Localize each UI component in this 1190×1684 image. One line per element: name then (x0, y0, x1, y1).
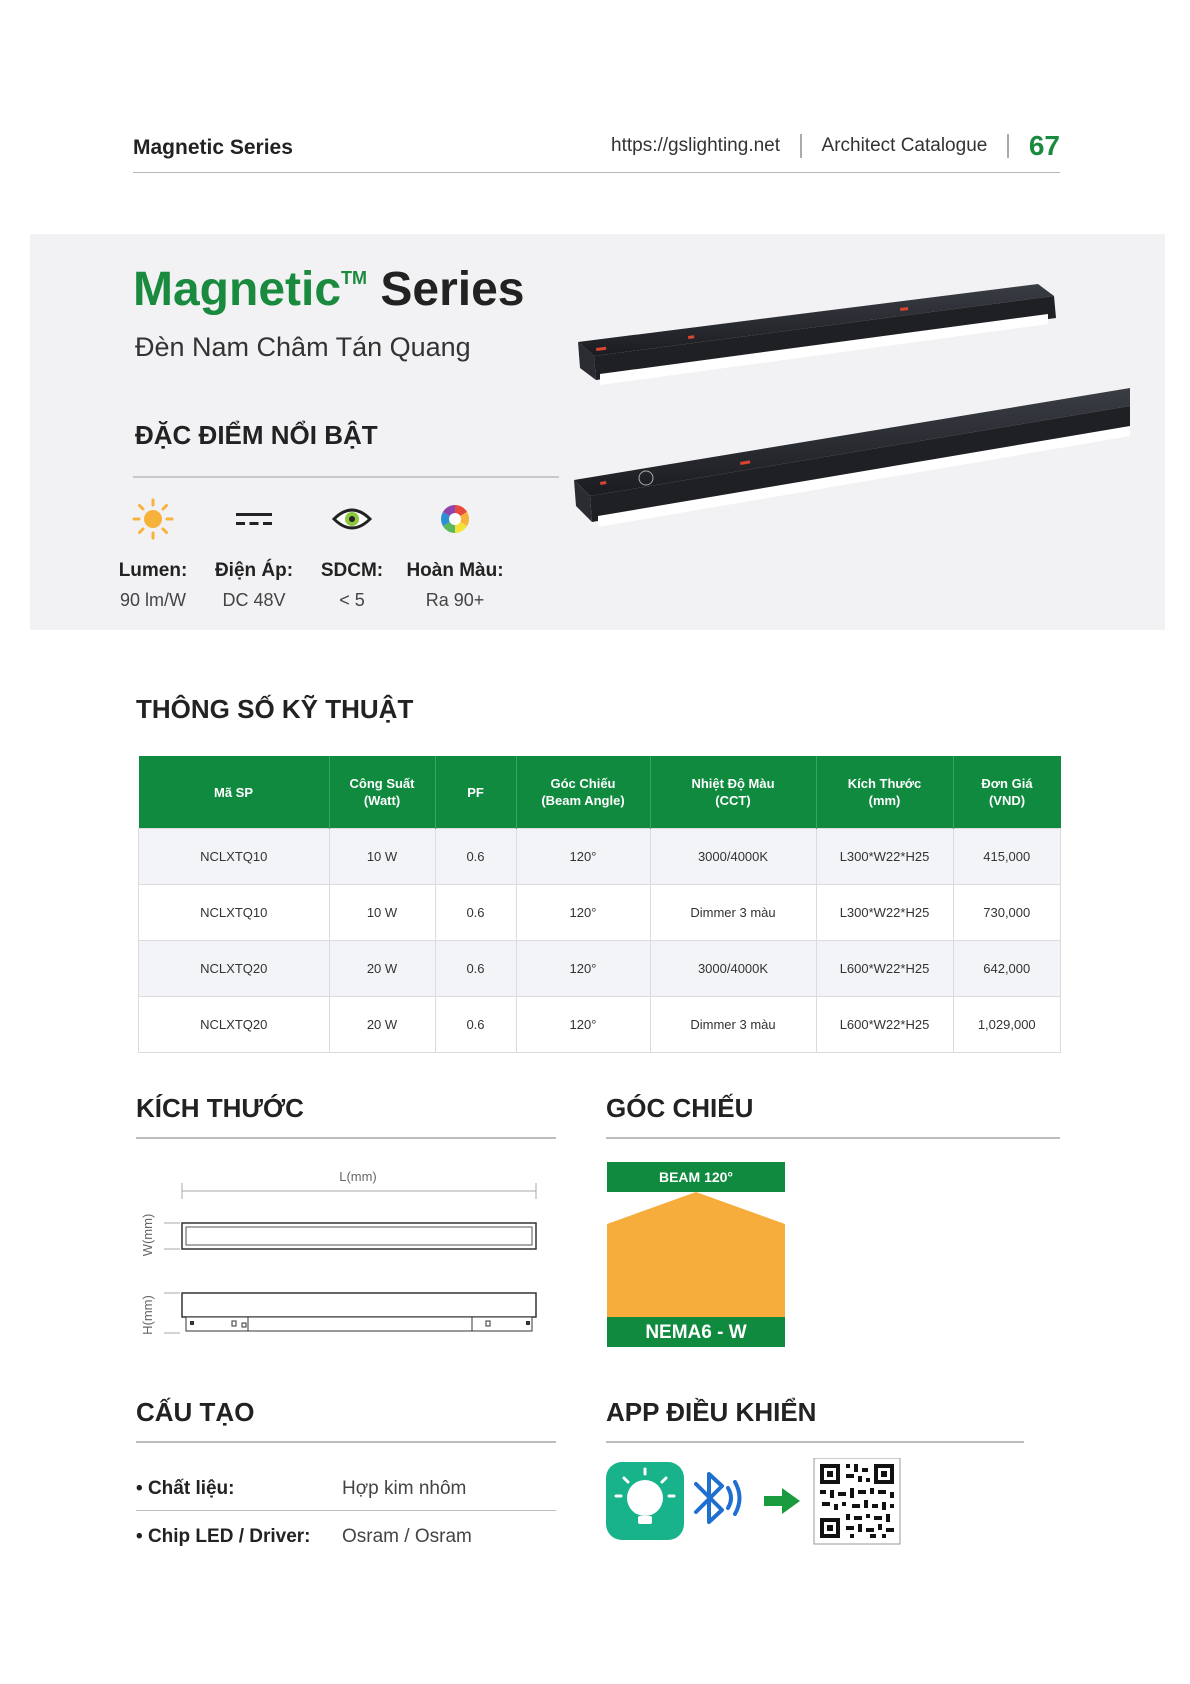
header-catalogue: Architect Catalogue (821, 135, 988, 156)
sun-icon (98, 496, 208, 542)
col-header: Công Suất (Watt) (329, 756, 435, 829)
construction-divider (136, 1441, 556, 1443)
app-bulb-icon[interactable] (606, 1462, 684, 1540)
table-row (139, 997, 1061, 1053)
app-divider (606, 1441, 1024, 1443)
page-header (133, 130, 1060, 173)
table-cell: 0.6 (435, 997, 516, 1053)
table-cell: L300*W22*H25 (816, 829, 953, 885)
drawing-detail (190, 1321, 194, 1325)
table-row (139, 829, 1061, 885)
table-cell: 415,000 (953, 829, 1061, 885)
title-series: Series (380, 263, 525, 316)
table-cell: 730,000 (953, 885, 1061, 941)
table-header-row (139, 756, 1061, 829)
beam-heading: GÓC CHIẾU (606, 1093, 754, 1123)
bluetooth-icon (696, 1474, 740, 1522)
table-cell: 120° (516, 829, 650, 885)
feature-label: Hoàn Màu: (406, 560, 504, 581)
table-cell: 120° (516, 941, 650, 997)
table-cell: NCLXTQ20 (139, 997, 330, 1053)
feature-sdcm (297, 496, 407, 611)
table-cell: L300*W22*H25 (816, 885, 953, 941)
dc-voltage-icon (199, 496, 309, 542)
length-label: L(mm) (339, 1169, 377, 1184)
table-cell: 120° (516, 885, 650, 941)
dimensions-heading: KÍCH THƯỚC (136, 1093, 304, 1123)
eye-icon (297, 496, 407, 542)
height-label: H(mm) (140, 1295, 155, 1335)
header-right (611, 130, 1060, 162)
feature-value: < 5 (339, 590, 365, 610)
construction-key: • Chip LED / Driver: (136, 1526, 311, 1547)
col-header: Kích Thước (mm) (816, 756, 953, 829)
feature-cri (400, 496, 510, 611)
table-cell: L600*W22*H25 (816, 941, 953, 997)
beam-edge (696, 1192, 785, 1224)
feature-lumen (98, 496, 208, 611)
col-header: Góc Chiếu (Beam Angle) (516, 756, 650, 829)
header-divider (800, 134, 802, 158)
features-heading: ĐẶC ĐIỂM NỔI BẬT (135, 420, 378, 450)
col-header: PF (435, 756, 516, 829)
col-header: Nhiệt Độ Màu (CCT) (650, 756, 816, 829)
beam-edge (607, 1192, 696, 1224)
dimension-drawing (140, 1165, 560, 1345)
table-cell: 20 W (329, 997, 435, 1053)
table-cell: 1,029,000 (953, 997, 1061, 1053)
header-series: Magnetic Series (133, 136, 293, 159)
product-title (133, 262, 525, 317)
beam-divider (606, 1137, 1060, 1139)
feature-label: Điện Áp: (214, 560, 294, 581)
width-label: W(mm) (140, 1213, 155, 1257)
table-cell: 0.6 (435, 941, 516, 997)
table-cell: 0.6 (435, 829, 516, 885)
app-control-icons (606, 1458, 906, 1546)
side-view-outline (182, 1293, 536, 1317)
header-divider (1007, 134, 1009, 158)
page-number: 67 (1028, 130, 1060, 161)
construction-value: Osram / Osram (342, 1526, 472, 1547)
table-cell: 3000/4000K (650, 829, 816, 885)
table-cell: 0.6 (435, 885, 516, 941)
beam-model-label: NEMA6 - W (607, 1317, 785, 1347)
header-url-link[interactable]: https://gslighting.net (611, 135, 781, 156)
features-divider (133, 476, 559, 478)
construction-value: Hợp kim nhôm (342, 1478, 467, 1499)
side-view-track (186, 1317, 532, 1331)
feature-value: 90 lm/W (119, 590, 186, 610)
col-header: Mã SP (139, 756, 330, 829)
qr-code-icon[interactable] (814, 1458, 900, 1544)
construction-row-divider (136, 1510, 556, 1511)
feature-label: SDCM: (320, 560, 384, 581)
trademark: TM (341, 268, 368, 288)
table-row (139, 885, 1061, 941)
feature-label: Lumen: (118, 560, 188, 581)
table-cell: NCLXTQ20 (139, 941, 330, 997)
product-image (570, 284, 1165, 614)
dimensions-divider (136, 1137, 556, 1139)
col-header: Đơn Giá (VND) (953, 756, 1061, 829)
table-cell: NCLXTQ10 (139, 829, 330, 885)
table-row (139, 941, 1061, 997)
spec-table (138, 756, 1061, 1053)
table-cell: NCLXTQ10 (139, 885, 330, 941)
table-cell: 20 W (329, 941, 435, 997)
arrow-right-icon (764, 1488, 800, 1514)
hero-panel (30, 234, 1165, 630)
table-cell: 642,000 (953, 941, 1061, 997)
specs-heading: THÔNG SỐ KỸ THUẬT (136, 694, 414, 724)
feature-value: Ra 90+ (425, 590, 485, 610)
title-brand: Magnetic (133, 263, 342, 316)
feature-voltage (199, 496, 309, 611)
table-cell: Dimmer 3 màu (650, 885, 816, 941)
drawing-detail (526, 1321, 530, 1325)
construction-heading: CẤU TẠO (136, 1397, 255, 1427)
table-cell: 10 W (329, 829, 435, 885)
table-cell: 3000/4000K (650, 941, 816, 997)
table-cell: L600*W22*H25 (816, 997, 953, 1053)
app-heading: APP ĐIỀU KHIỂN (606, 1397, 817, 1427)
product-subtitle: Đèn Nam Châm Tán Quang (135, 332, 471, 362)
table-cell: Dimmer 3 màu (650, 997, 816, 1053)
feature-value: DC 48V (222, 590, 286, 610)
color-wheel-icon (400, 496, 510, 542)
table-cell: 120° (516, 997, 650, 1053)
beam-diagram (607, 1162, 785, 1347)
table-cell: 10 W (329, 885, 435, 941)
beam-label: BEAM 120° (607, 1162, 785, 1192)
construction-key: • Chất liệu: (136, 1478, 235, 1499)
